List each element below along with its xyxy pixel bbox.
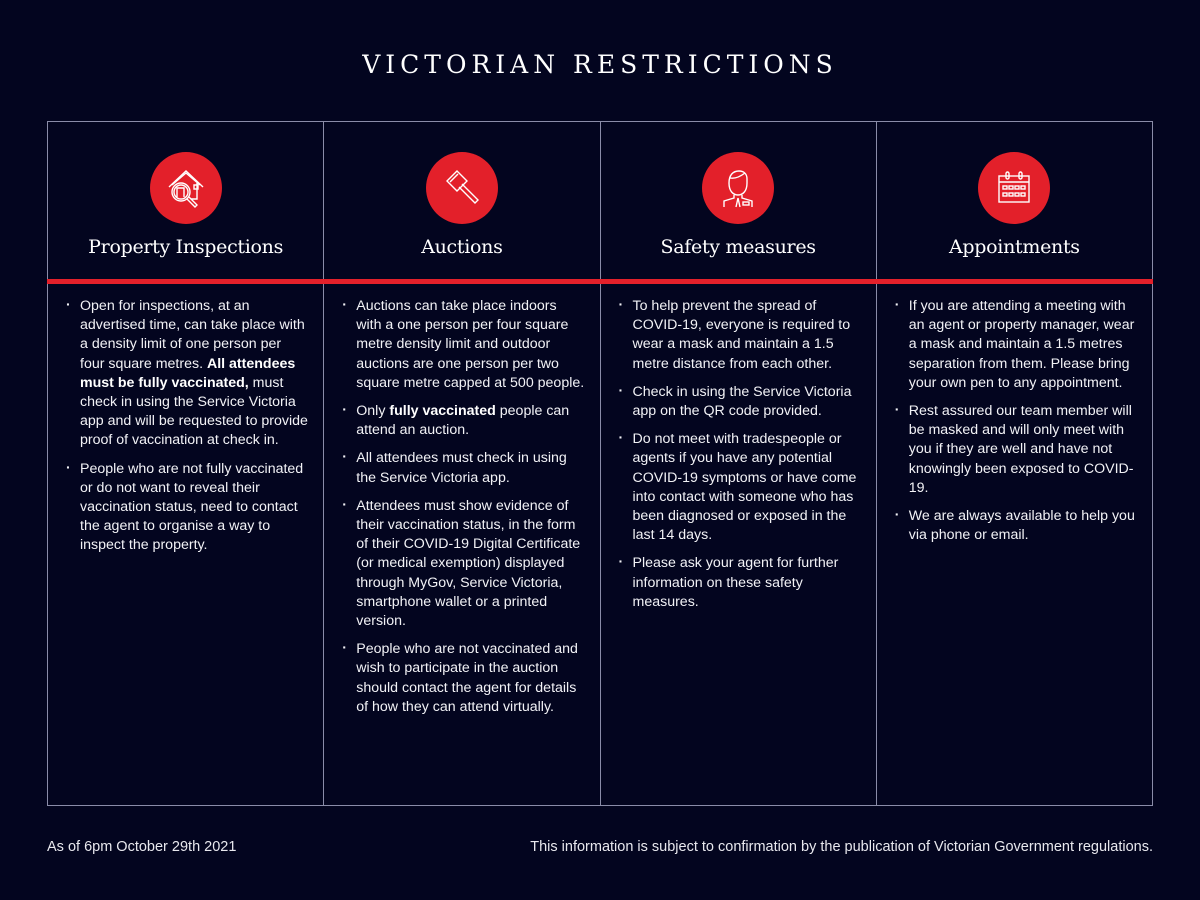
list-item: · Attendees must show evidence of their vaccination status, in the form of their COVID-19 Digital Certificate (or medical exemption) displayed through MyGov, Service Victoria, smartphone wallet or a printed version. <box>342 497 585 631</box>
column-auctions <box>324 122 600 805</box>
list-item: · People who are not fully vaccinated or do not want to reveal their vaccination status, need to contact the agent to organise a way to inspect the property. <box>66 460 309 556</box>
bullet-list <box>895 297 1138 554</box>
disclaimer: This information is subject to confirmation by the publication of Victorian Government regulations. <box>530 839 1153 855</box>
column-safety-measures <box>601 122 877 805</box>
list-item: · Open for inspections, at an advertised time, can take place with a density limit of one person per four square metres. All attendees must be fully vaccinated, must check in using the Service Victoria app and will be requested to provide proof of vaccination at check in. <box>66 297 309 451</box>
list-item: · Auctions can take place indoors with a one person per four square metre density limit and outdoor auctions are one person per two square metre capped at 500 people. <box>342 297 585 393</box>
list-item: · Please ask your agent for further information on these safety measures. <box>619 554 862 612</box>
as-of-date: As of 6pm October 29th 2021 <box>47 839 237 855</box>
column-property-inspections <box>48 122 324 805</box>
list-item: · People who are not vaccinated and wish to participate in the auction should contact the agent for details of how they can attend virtually. <box>342 640 585 717</box>
page-title: VICTORIAN RESTRICTIONS <box>362 50 838 79</box>
bullet-list <box>342 297 585 726</box>
list-item: · To help prevent the spread of COVID-19, everyone is required to wear a mask and maintain a 1.5 metre distance from each other. <box>619 297 862 374</box>
list-item: · Only fully vaccinated people can attend an auction. <box>342 402 585 440</box>
list-item: · Check in using the Service Victoria app on the QR code provided. <box>619 383 862 421</box>
list-item: · Rest assured our team member will be masked and will only meet with you if they are well and have not knowingly been exposed to COVID-19. <box>895 402 1138 498</box>
staff-member-icon <box>702 152 774 224</box>
list-item: · All attendees must check in using the Service Victoria app. <box>342 449 585 487</box>
house-magnifier-icon <box>150 152 222 224</box>
column-appointments <box>877 122 1152 805</box>
gavel-icon <box>426 152 498 224</box>
column-heading: Safety measures <box>660 236 816 258</box>
restrictions-table <box>47 121 1153 806</box>
list-item: · Do not meet with tradespeople or agents if you have any potential COVID-19 symptoms or have come into contact with someone who has been diagnosed or exposed in the last 14 days. <box>619 430 862 545</box>
column-heading: Appointments <box>949 236 1080 258</box>
list-item: · We are always available to help you via phone or email. <box>895 507 1138 545</box>
list-item: · If you are attending a meeting with an agent or property manager, wear a mask and maintain a 1.5 metres separation from them. Please bring your own pen to any appointment. <box>895 297 1138 393</box>
heading-divider <box>47 279 1153 284</box>
column-heading: Auctions <box>421 236 503 258</box>
bullet-list <box>619 297 862 621</box>
calendar-icon <box>978 152 1050 224</box>
column-heading: Property Inspections <box>88 236 284 258</box>
bullet-list <box>66 297 309 565</box>
